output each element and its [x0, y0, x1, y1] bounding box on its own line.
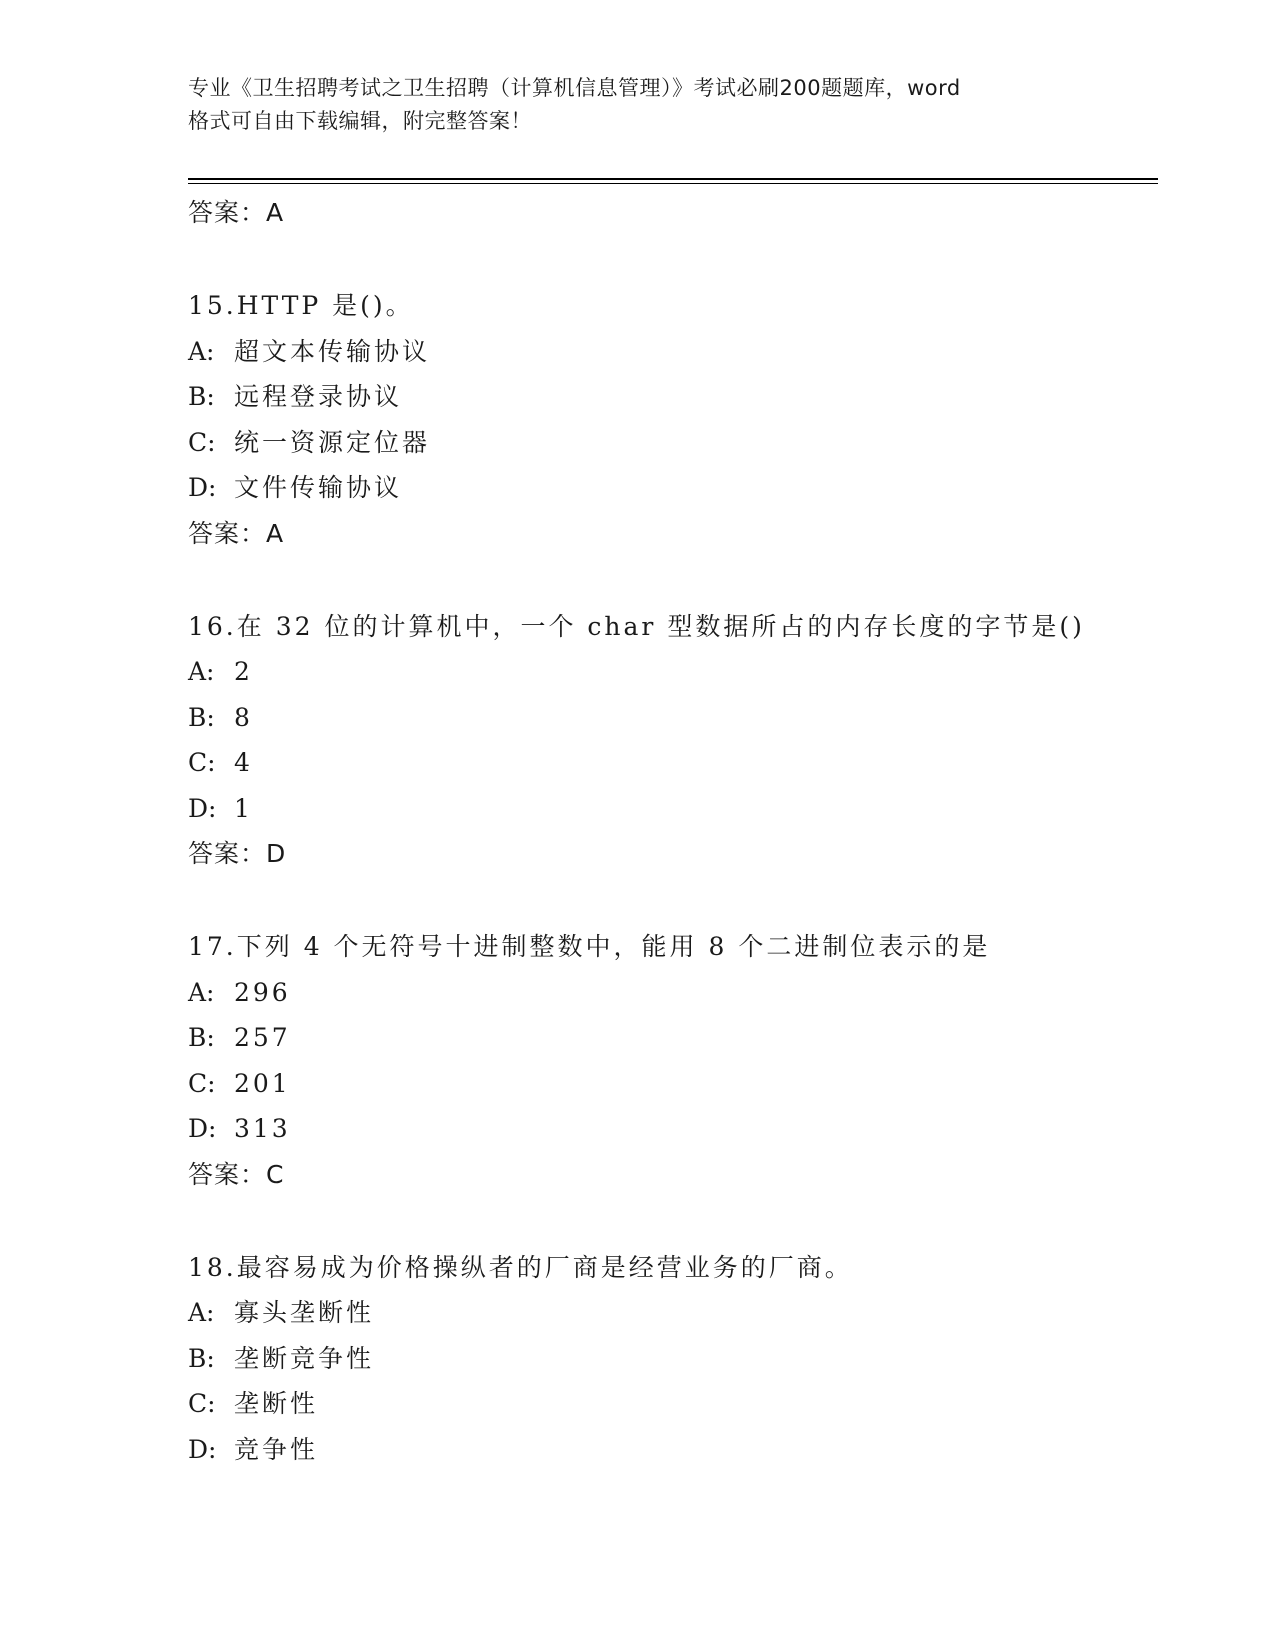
option-c: [188, 420, 1168, 466]
answer-label: 答案：A: [188, 198, 285, 227]
header-line-1: 专业《卫生招聘考试之卫生招聘（计算机信息管理）》考试必刷200题题库，word: [188, 76, 961, 100]
option-letter: D:: [188, 1434, 217, 1464]
option-letter: C:: [188, 1389, 216, 1418]
question-text: 15.HTTP 是()。: [188, 291, 414, 320]
option-text: 8: [234, 702, 253, 732]
option-text: 超文本传输协议: [234, 336, 431, 366]
question-list: [188, 190, 1168, 1472]
option-a: [188, 970, 1168, 1016]
option-text: 201: [234, 1068, 291, 1098]
option-c: [188, 1381, 1168, 1427]
option-b: [188, 695, 1168, 741]
question-text: 16.在 32 位的计算机中，一个 char 型数据所占的内存长度的字节是(): [188, 611, 1085, 641]
option-b: [188, 374, 1168, 420]
option-text: 296: [234, 977, 291, 1007]
question-text: 18.最容易成为价格操纵者的厂商是经营业务的厂商。: [188, 1252, 853, 1282]
question-17: [188, 924, 1168, 1197]
header-rule-thin: [188, 183, 1158, 184]
answer-label: 答案：C: [188, 1159, 285, 1189]
header-line-2: 格式可自由下载编辑，附完整答案！: [188, 109, 532, 133]
option-letter: A:: [188, 657, 215, 686]
option-d: [188, 786, 1168, 832]
option-text: 垄断竞争性: [234, 1343, 375, 1373]
option-text: 2: [234, 657, 253, 686]
option-letter: C:: [188, 1068, 216, 1098]
option-letter: C:: [188, 427, 216, 457]
question-15: [188, 283, 1168, 556]
option-a: [188, 329, 1168, 375]
option-letter: A:: [188, 977, 215, 1007]
option-b: [188, 1336, 1168, 1382]
option-text: 统一资源定位器: [234, 427, 431, 457]
option-letter: B:: [188, 382, 215, 411]
answer-label: 答案：A: [188, 518, 285, 548]
option-d: [188, 465, 1168, 511]
option-letter: B:: [188, 1343, 215, 1373]
question-16: [188, 604, 1168, 877]
option-letter: A:: [188, 336, 215, 366]
option-text: 4: [234, 748, 253, 777]
option-c: [188, 740, 1168, 786]
option-d: [188, 1427, 1168, 1473]
option-letter: C:: [188, 748, 216, 777]
option-a: [188, 1290, 1168, 1336]
option-text: 远程登录协议: [234, 382, 403, 411]
option-letter: B:: [188, 702, 215, 732]
option-text: 1: [234, 793, 253, 823]
option-letter: D:: [188, 793, 217, 823]
document-header: [188, 72, 1088, 138]
option-c: [188, 1061, 1168, 1107]
option-text: 文件传输协议: [234, 473, 403, 502]
option-text: 垄断性: [234, 1389, 319, 1418]
option-a: [188, 649, 1168, 695]
option-b: [188, 1015, 1168, 1061]
option-text: 257: [234, 1023, 291, 1052]
answer-label: 答案：D: [188, 839, 287, 868]
option-letter: D:: [188, 473, 217, 502]
header-rule-thick: [188, 178, 1158, 180]
option-text: 313: [234, 1114, 291, 1143]
question-18: [188, 1245, 1168, 1473]
question-text: 17.下列 4 个无符号十进制整数中，能用 8 个二进制位表示的是: [188, 932, 991, 961]
option-d: [188, 1106, 1168, 1152]
option-letter: A:: [188, 1298, 215, 1327]
option-letter: B:: [188, 1023, 215, 1052]
option-text: 寡头垄断性: [234, 1298, 375, 1327]
option-text: 竞争性: [234, 1434, 319, 1464]
option-letter: D:: [188, 1114, 217, 1143]
